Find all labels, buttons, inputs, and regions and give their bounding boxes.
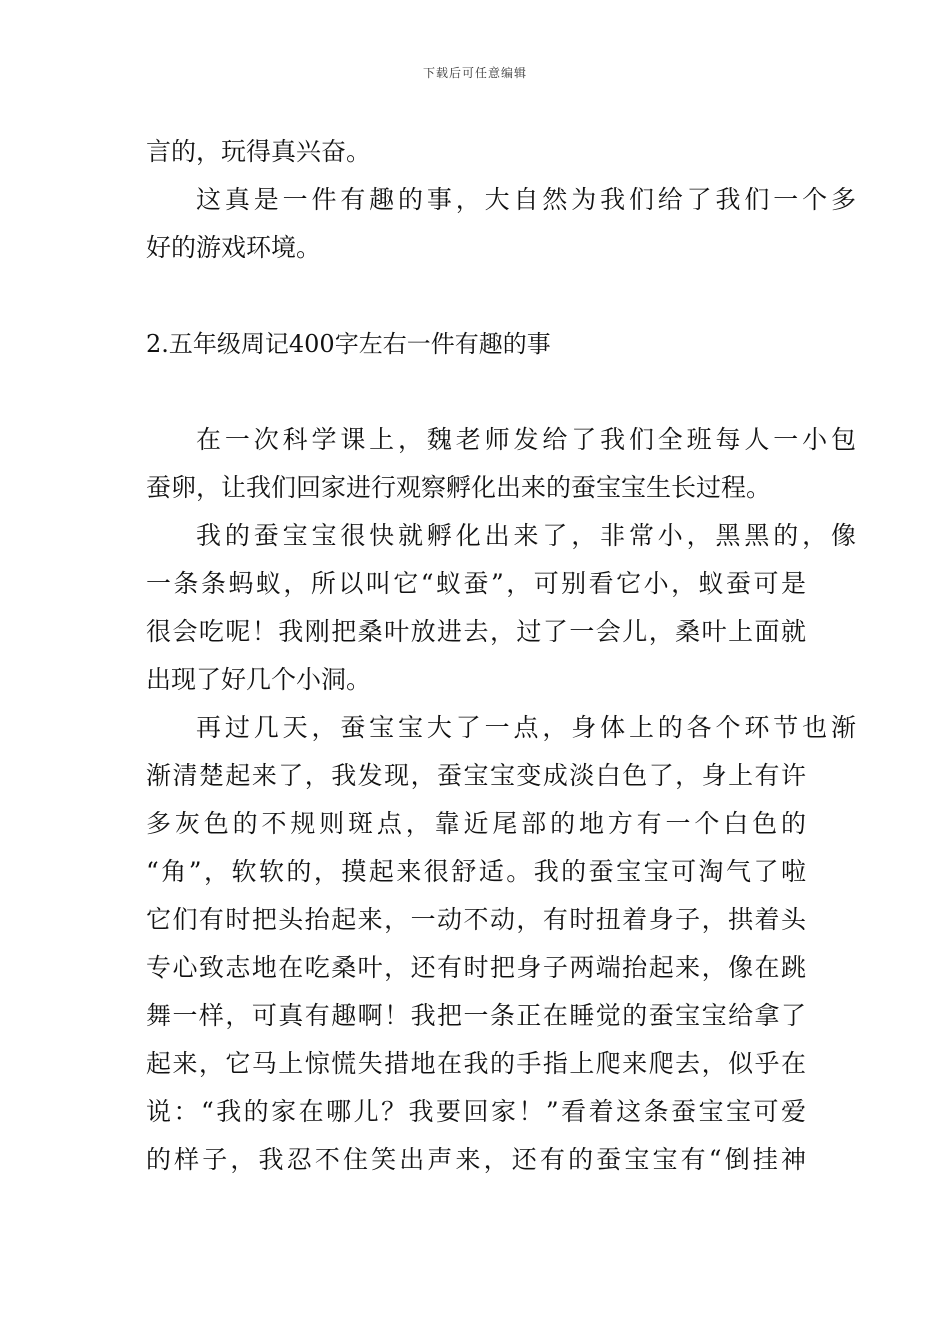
paragraph-line: 起来，它马上惊慌失措地在我的手指上爬来爬去，似乎在	[146, 1049, 806, 1078]
paragraph-line: 一条条蚂蚁，所以叫它“蚁蚕”，可别看它小，蚁蚕可是	[146, 569, 806, 598]
paragraph-line: 再过几天，蚕宝宝大了一点，身体上的各个环节也渐	[196, 713, 856, 742]
blank-line	[146, 272, 806, 320]
blank-line	[146, 368, 806, 416]
paragraph-line: “角”，软软的，摸起来很舒适。我的蚕宝宝可淘气了啦	[146, 857, 806, 886]
paragraph-line: 蚕卵，让我们回家进行观察孵化出来的蚕宝宝生长过程。	[146, 473, 772, 502]
paragraph-line: 它们有时把头抬起来，一动不动，有时扭着身子，拱着头	[146, 905, 806, 934]
paragraph-line: 很会吃呢！我刚把桑叶放进去，过了一会儿，桑叶上面就	[146, 617, 806, 646]
paragraph-line: 这真是一件有趣的事，大自然为我们给了我们一个多	[196, 185, 856, 214]
paragraph-line: 我的蚕宝宝很快就孵化出来了，非常小，黑黑的，像	[196, 521, 856, 550]
document-body	[146, 128, 856, 1184]
paragraph-line: 舞一样，可真有趣啊！我把一条正在睡觉的蚕宝宝给拿了	[146, 1001, 806, 1030]
paragraph-line: 出现了好几个小洞。	[146, 665, 372, 694]
section-heading: 2.五年级周记400字左右一件有趣的事	[146, 330, 551, 358]
paragraph-line: 专心致志地在吃桑叶，还有时把身子两端抬起来，像在跳	[146, 953, 806, 982]
paragraph-line: 的样子，我忍不住笑出声来，还有的蚕宝宝有“倒挂神	[146, 1145, 806, 1174]
paragraph-line: 多灰色的不规则斑点，靠近尾部的地方有一个白色的	[146, 809, 806, 838]
page-header: 下载后可任意编辑	[422, 66, 527, 80]
paragraph-line: 言的，玩得真兴奋。	[146, 137, 372, 166]
paragraph-line: 好的游戏环境。	[146, 233, 322, 262]
paragraph-line: 在一次科学课上，魏老师发给了我们全班每人一小包	[196, 425, 856, 454]
paragraph-line: 渐清楚起来了，我发现，蚕宝宝变成淡白色了，身上有许	[146, 761, 806, 790]
paragraph-line: 说：“我的家在哪儿？我要回家！”看着这条蚕宝宝可爱	[146, 1097, 806, 1126]
